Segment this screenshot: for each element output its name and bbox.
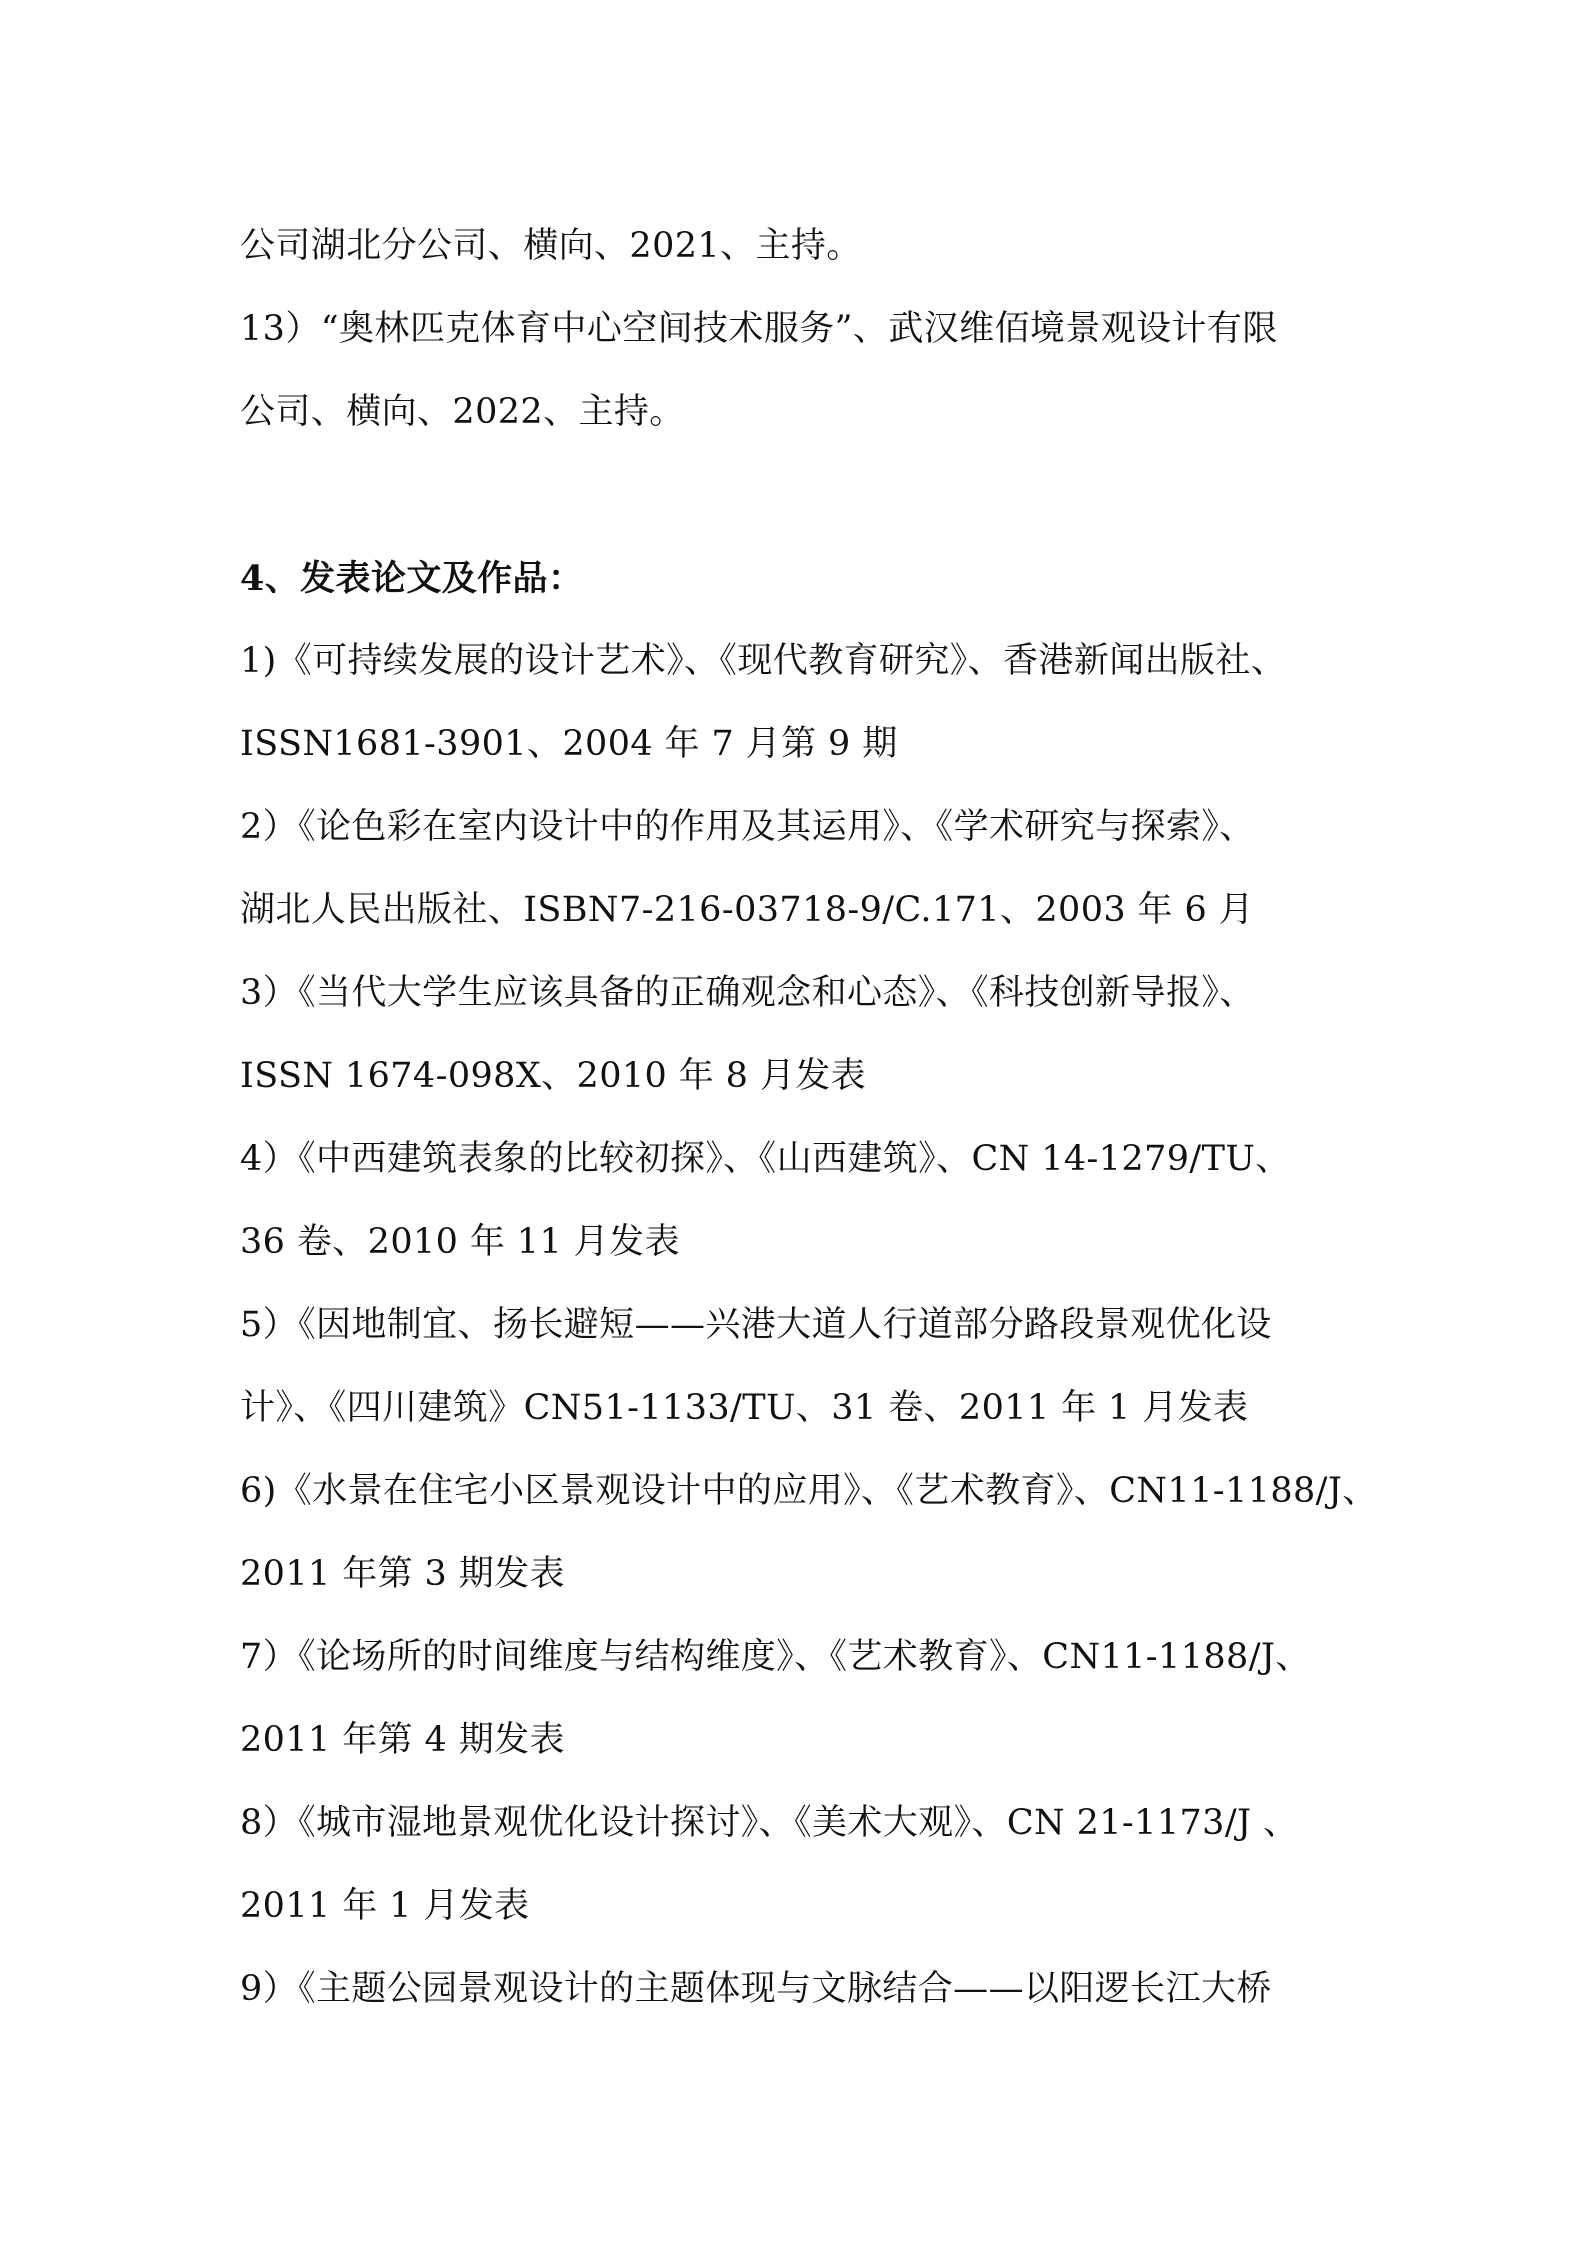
publication-line: 6)《水景在住宅小区景观设计中的应用》、《艺术教育》、CN11-1188/J、 xyxy=(240,1471,1378,1511)
publication-line: 2011 年第 4 期发表 xyxy=(240,1720,565,1760)
publication-line: 1)《可持续发展的设计艺术》、《现代教育研究》、香港新闻出版社、 xyxy=(240,641,1287,681)
publication-line: 3）《当代大学生应该具备的正确观念和心态》、《科技创新导报》、 xyxy=(240,973,1255,1013)
publication-line: 7）《论场所的时间维度与结构维度》、《艺术教育》、CN11-1188/J、 xyxy=(240,1637,1311,1677)
publication-line: ISSN 1674-098X、2010 年 8 月发表 xyxy=(240,1056,867,1096)
publication-line: 2011 年 1 月发表 xyxy=(240,1886,530,1926)
document-body xyxy=(240,205,1378,2031)
publication-line: 4）《中西建筑表象的比较初探》、《山西建筑》、CN 14-1279/TU、 xyxy=(240,1139,1291,1179)
blank-line xyxy=(240,454,1360,537)
section-heading: 4、发表论文及作品： xyxy=(240,558,584,599)
paragraph-line: 公司湖北分公司、横向、2021、主持。 xyxy=(240,226,862,266)
publication-line: 计》、《四川建筑》CN51-1133/TU、31 卷、2011 年 1 月发表 xyxy=(240,1388,1249,1428)
publication-line: 2）《论色彩在室内设计中的作用及其运用》、《学术研究与探索》、 xyxy=(240,807,1255,847)
publication-line: 8）《城市湿地景观优化设计探讨》、《美术大观》、CN 21-1173/J 、 xyxy=(240,1803,1299,1843)
publication-line: 9）《主题公园景观设计的主题体现与文脉结合——以阳逻长江大桥 xyxy=(240,1969,1272,2009)
publication-line: 湖北人民出版社、ISBN7-216-03718-9/C.171、2003 年 6 月 xyxy=(240,890,1255,930)
paragraph-line: 13）“奥林匹克体育中心空间技术服务”、武汉维佰境景观设计有限 xyxy=(240,309,1278,349)
paragraph-line: 公司、横向、2022、主持。 xyxy=(240,392,685,432)
publication-line: 2011 年第 3 期发表 xyxy=(240,1554,565,1594)
publication-line: 36 卷、2010 年 11 月发表 xyxy=(240,1222,680,1262)
publication-line: 5）《因地制宜、扬长避短——兴港大道人行道部分路段景观优化设 xyxy=(240,1305,1272,1345)
publication-line: ISSN1681-3901、2004 年 7 月第 9 期 xyxy=(240,724,898,764)
